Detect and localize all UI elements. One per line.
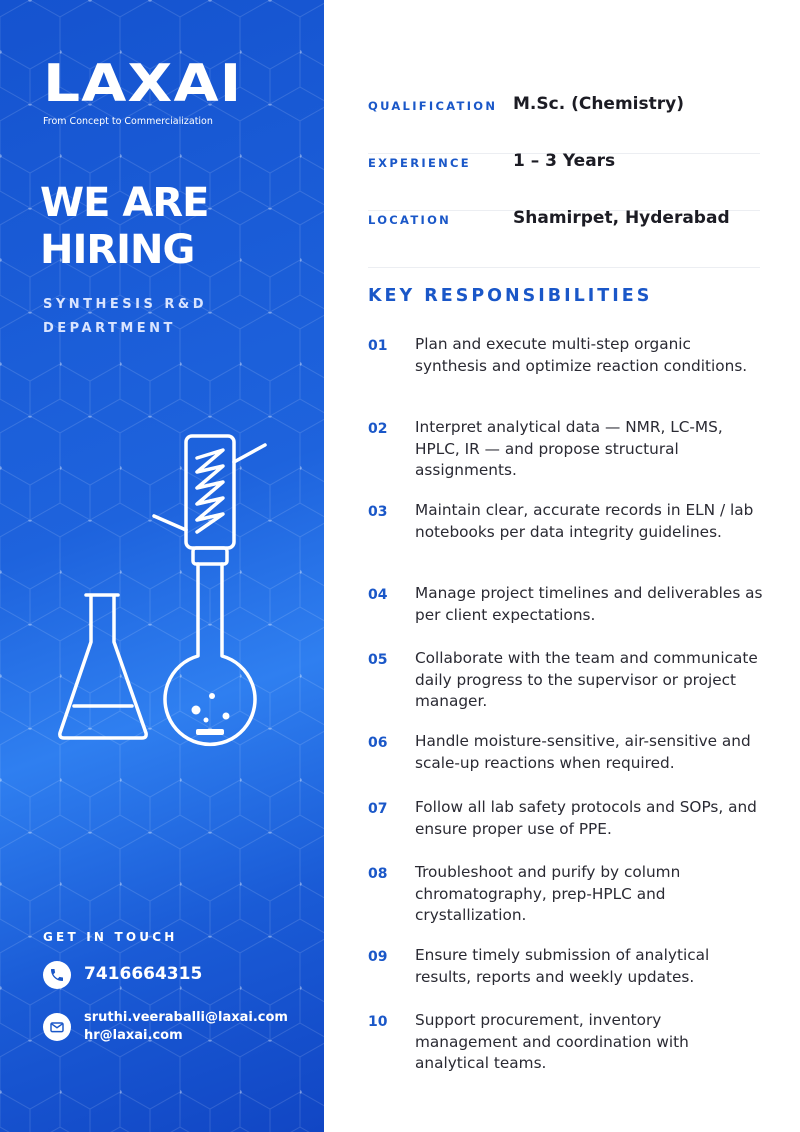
responsibility-number: 09	[368, 949, 388, 965]
lab-glassware-illustration	[0, 420, 324, 760]
detail-value: 1 – 3 Years	[513, 151, 616, 171]
hiring-headline	[40, 180, 208, 274]
logo-wordmark: LAXAI	[43, 54, 243, 114]
laxai-logo	[43, 54, 243, 127]
responsibility-number: 03	[368, 504, 388, 520]
department-line-2: DEPARTMENT	[43, 321, 176, 336]
detail-label: LOCATION	[368, 213, 452, 227]
get-in-touch-title: GET IN TOUCH	[43, 930, 178, 944]
department-line-1: SYNTHESIS R&D	[43, 297, 208, 312]
responsibility-number: 02	[368, 421, 388, 437]
responsibility-text: Support procurement, inventory management and coordination with analytical teams.	[415, 1011, 689, 1072]
phone-icon	[43, 961, 71, 989]
hiring-sidebar-panel	[0, 0, 324, 1132]
phone-number[interactable]: 7416664315	[84, 964, 203, 984]
responsibility-text: Handle moisture-sensitive, air-sensitive and scale-up reactions when required.	[415, 732, 751, 772]
logo-tagline: From Concept to Commercialization	[43, 116, 213, 127]
responsibility-text: Ensure timely submission of analytical results, reports and weekly updates.	[415, 946, 710, 986]
responsibility-number: 07	[368, 801, 388, 817]
condenser-flask-icon	[154, 436, 265, 744]
responsibility-number: 05	[368, 652, 388, 668]
responsibility-text: Troubleshoot and purify by column chromatography, prep-HPLC and crystallization.	[415, 863, 681, 924]
responsibility-number: 06	[368, 735, 388, 751]
responsibility-number: 08	[368, 866, 388, 882]
detail-label: QUALIFICATION	[368, 99, 498, 113]
responsibility-number: 01	[368, 338, 388, 354]
erlenmeyer-flask-icon	[60, 595, 146, 738]
email-link-1[interactable]: sruthi.veeraballi@laxai.com	[84, 1010, 288, 1025]
responsibility-text: Follow all lab safety protocols and SOPs, and ensure proper use of PPE.	[415, 798, 757, 838]
detail-value: Shamirpet, Hyderabad	[513, 208, 730, 228]
headline-line-1: WE ARE	[40, 180, 209, 226]
responsibility-text: Manage project timelines and deliverables as per client expectations.	[415, 584, 763, 624]
responsibility-text: Collaborate with the team and communicate daily progress to the supervisor or project manager.	[415, 649, 758, 710]
email-list	[84, 1009, 288, 1045]
headline-line-2: HIRING	[40, 227, 195, 273]
email-link-2[interactable]: hr@laxai.com	[84, 1028, 183, 1043]
detail-label: EXPERIENCE	[368, 156, 471, 170]
responsibility-text: Interpret analytical data — NMR, LC-MS, HPLC, IR — and propose structural assignments.	[415, 418, 723, 479]
detail-value: M.Sc. (Chemistry)	[513, 94, 684, 114]
detail-row-qualification	[368, 96, 760, 154]
detail-row-location	[368, 210, 760, 268]
responsibility-number: 10	[368, 1014, 388, 1030]
responsibility-text: Maintain clear, accurate records in ELN / lab notebooks per data integrity guidelines.	[415, 501, 754, 541]
detail-row-experience	[368, 153, 760, 211]
responsibility-text: Plan and execute multi-step organic synthesis and optimize reaction conditions.	[415, 335, 748, 375]
department-label	[43, 293, 243, 341]
key-responsibilities-heading: KEY RESPONSIBILITIES	[368, 286, 653, 306]
responsibility-number: 04	[368, 587, 388, 603]
mail-icon	[43, 1013, 71, 1041]
